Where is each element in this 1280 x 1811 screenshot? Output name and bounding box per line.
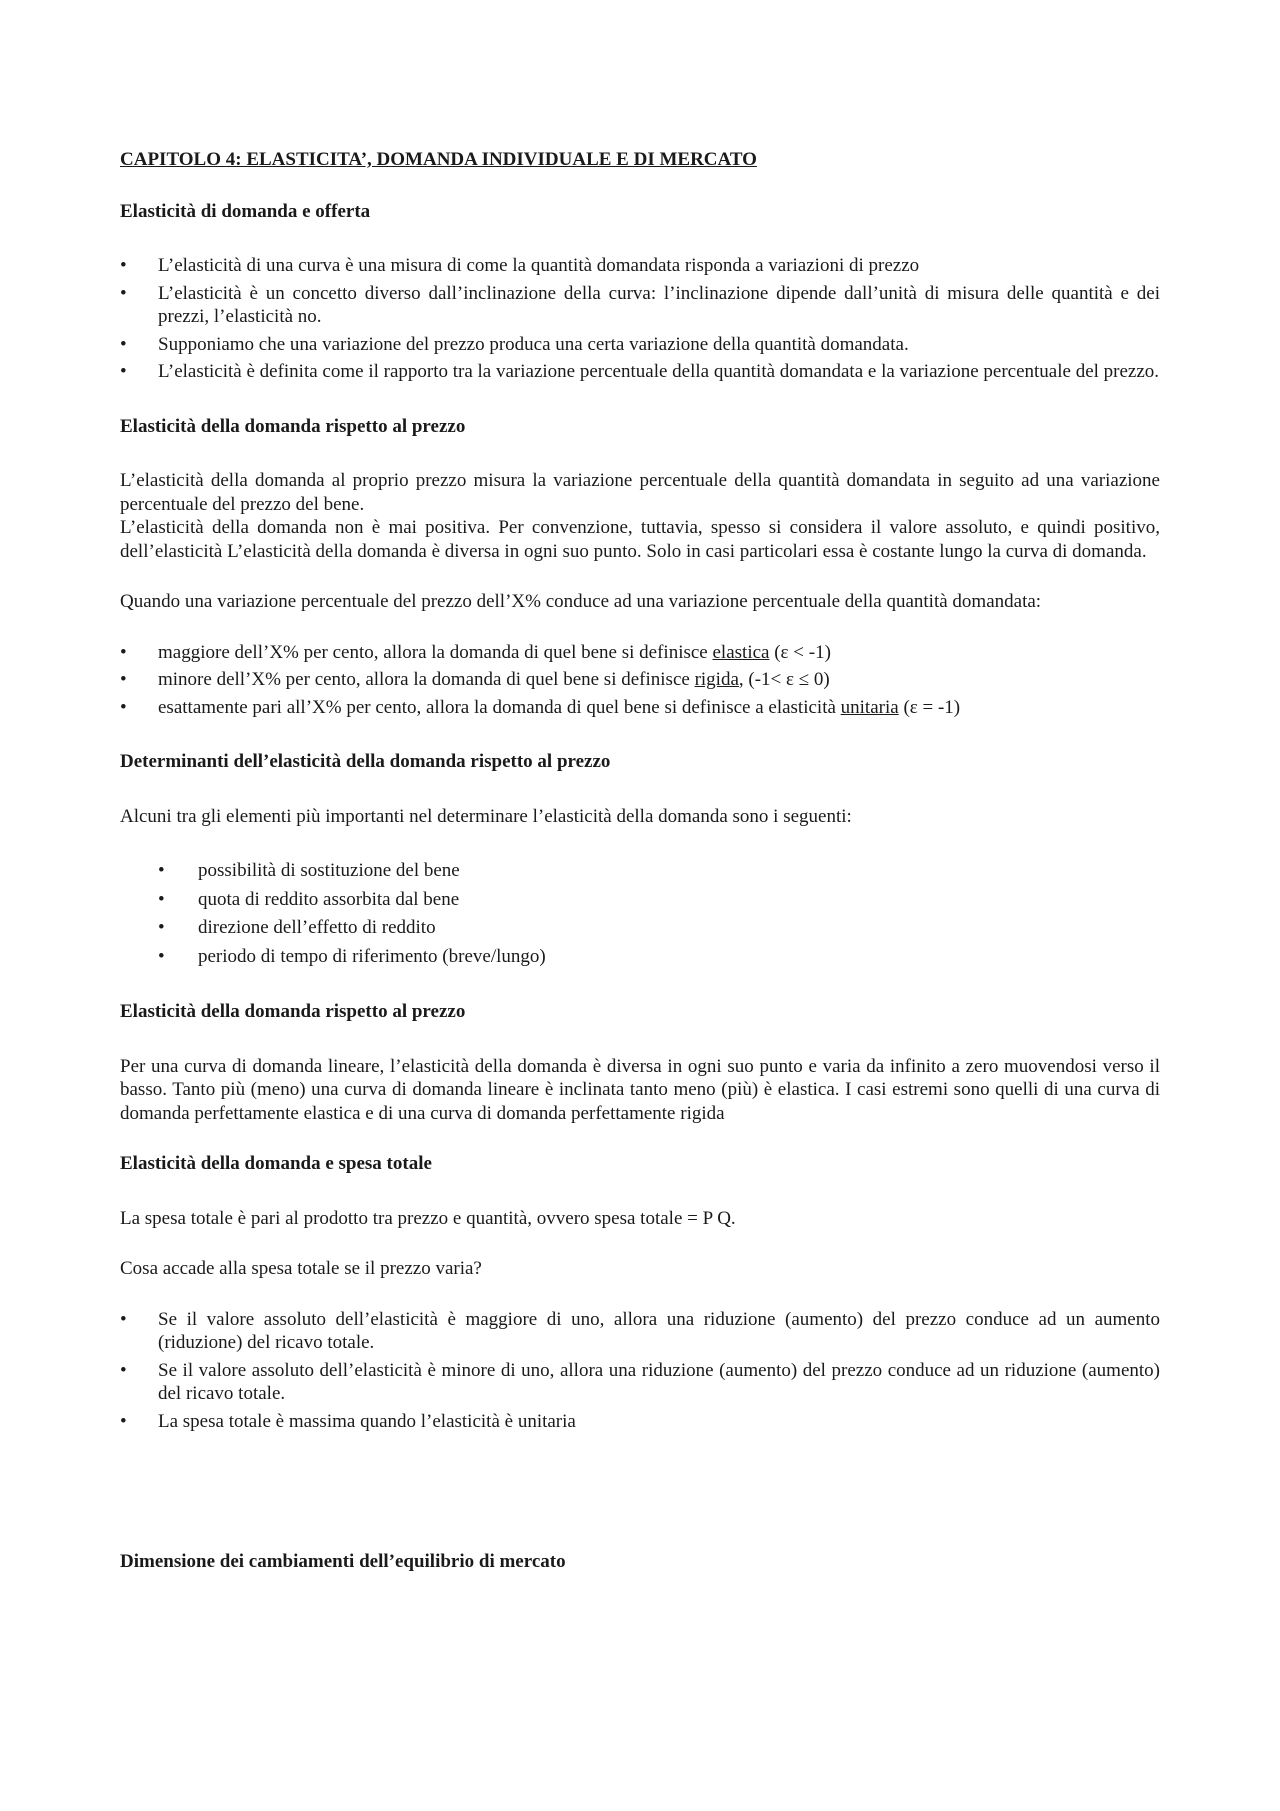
bullet-list — [120, 1308, 1160, 1434]
section-heading-price-elasticity: Elasticità della domanda rispetto al prezzo — [120, 415, 466, 437]
list-item: • maggiore dell’X% per cento, allora la domanda di quel bene si definisce elastica (ε < -1) — [120, 641, 831, 663]
paragraph: Quando una variazione percentuale del prezzo dell’X% conduce ad una variazione percentuale della quantità domandata: — [120, 591, 1042, 612]
bullet-icon: • — [158, 888, 165, 910]
paragraph: Cosa accade alla spesa totale se il prezzo varia? — [120, 1258, 482, 1279]
list-item: • quota di reddito assorbita dal bene — [158, 888, 460, 910]
bullet-list — [120, 254, 1160, 384]
section-heading-total-expenditure: Elasticità della domanda e spesa totale — [120, 1153, 432, 1174]
term-unitaria: unitaria — [840, 696, 899, 718]
paragraph: La spesa totale è pari al prodotto tra prezzo e quantità, ovvero spesa totale = P Q. — [120, 1207, 736, 1229]
chapter-title: CAPITOLO 4: ELASTICITA’, DOMANDA INDIVIDUALE E DI MERCATO — [120, 149, 757, 170]
list-item: • minore dell’X% per cento, allora la domanda di quel bene si definisce rigida, (-1< ε ≤ 0) — [120, 669, 830, 690]
bullet-icon: • — [120, 255, 127, 276]
bullet-list — [120, 641, 1160, 720]
list-item: • esattamente pari all’X% per cento, allora la domanda di quel bene si definisce a elasticità unitaria (ε = -1) — [120, 696, 961, 718]
section-heading-elasticity-supply-demand: Elasticità di domanda e offerta — [120, 200, 371, 222]
bullet-icon: • — [120, 333, 127, 355]
paragraph: L’elasticità della domanda non è mai positiva. Per convenzione, tuttavia, spesso si considera il valore assoluto, e quindi positivo, dell’elasticità L’elasticità della domanda è diversa in ogni suo punto. Solo in casi particolari essa è costante lungo la curva di domanda. — [120, 517, 1160, 562]
section-heading-price-elasticity-linear: Elasticità della domanda rispetto al prezzo — [120, 1001, 466, 1022]
paragraph: Per una curva di domanda lineare, l’elasticità della domanda è diversa in ogni suo punto e varia da infinito a zero muovendosi verso il basso. Tanto più (meno) una curva di domanda lineare è inclinata tanto meno (più) è elastica. I casi estremi sono quelli di una curva di domanda perfettamente elastica e di una curva di domanda perfettamente rigida — [120, 1055, 1160, 1124]
paragraph: Alcuni tra gli elementi più importanti nel determinare l’elasticità della domanda sono i seguenti: — [120, 805, 852, 827]
bullet-list — [120, 859, 1160, 968]
list-item: • Se il valore assoluto dell’elasticità è minore di uno, allora una riduzione (aumento) del prezzo conduce ad un riduzione (aumento) del ricavo totale. — [120, 1359, 1160, 1404]
bullet-icon: • — [120, 696, 127, 718]
list-item: • periodo di tempo di riferimento (breve/lungo) — [158, 945, 546, 967]
bullet-icon: • — [158, 945, 165, 967]
bullet-icon: • — [120, 361, 127, 382]
list-item: • L’elasticità di una curva è una misura di come la quantità domandata risponda a variazioni di prezzo — [120, 255, 920, 276]
section-heading-market-equilibrium: Dimensione dei cambiamenti dell’equilibrio di mercato — [120, 1551, 566, 1572]
document-page — [120, 148, 1160, 1605]
bullet-icon: • — [120, 641, 127, 663]
list-item: • L’elasticità è definita come il rapporto tra la variazione percentuale della quantità domandata e la variazione percentuale del prezzo. — [120, 361, 1160, 382]
bullet-icon: • — [120, 1308, 127, 1330]
paragraph: L’elasticità della domanda al proprio prezzo misura la variazione percentuale della quantità domandata in seguito ad una variazione percentuale del prezzo del bene. — [120, 470, 1160, 515]
bullet-icon: • — [120, 1410, 127, 1432]
bullet-icon: • — [120, 282, 127, 304]
bullet-icon: • — [120, 1359, 127, 1381]
bullet-icon: • — [158, 860, 165, 881]
list-item: • direzione dell’effetto di reddito — [158, 917, 436, 938]
list-item: • Supponiamo che una variazione del prezzo produca una certa variazione della quantità domandata. — [120, 333, 909, 355]
term-elastica: elastica — [712, 641, 770, 663]
section-heading-determinants: Determinanti dell’elasticità della domanda rispetto al prezzo — [120, 751, 611, 772]
term-rigida: rigida — [694, 669, 739, 690]
list-item: • possibilità di sostituzione del bene — [158, 860, 460, 881]
list-item: • Se il valore assoluto dell’elasticità è maggiore di uno, allora una riduzione (aumento) del prezzo conduce ad un aumento (riduzione) del ricavo totale. — [120, 1308, 1160, 1353]
bullet-icon: • — [158, 917, 165, 938]
list-item: • L’elasticità è un concetto diverso dall’inclinazione della curva: l’inclinazione dipende dall’unità di misura delle quantità e dei prezzi, l’elasticità no. — [120, 282, 1160, 327]
list-item: • La spesa totale è massima quando l’elasticità è unitaria — [120, 1410, 576, 1432]
bullet-icon: • — [120, 669, 127, 690]
